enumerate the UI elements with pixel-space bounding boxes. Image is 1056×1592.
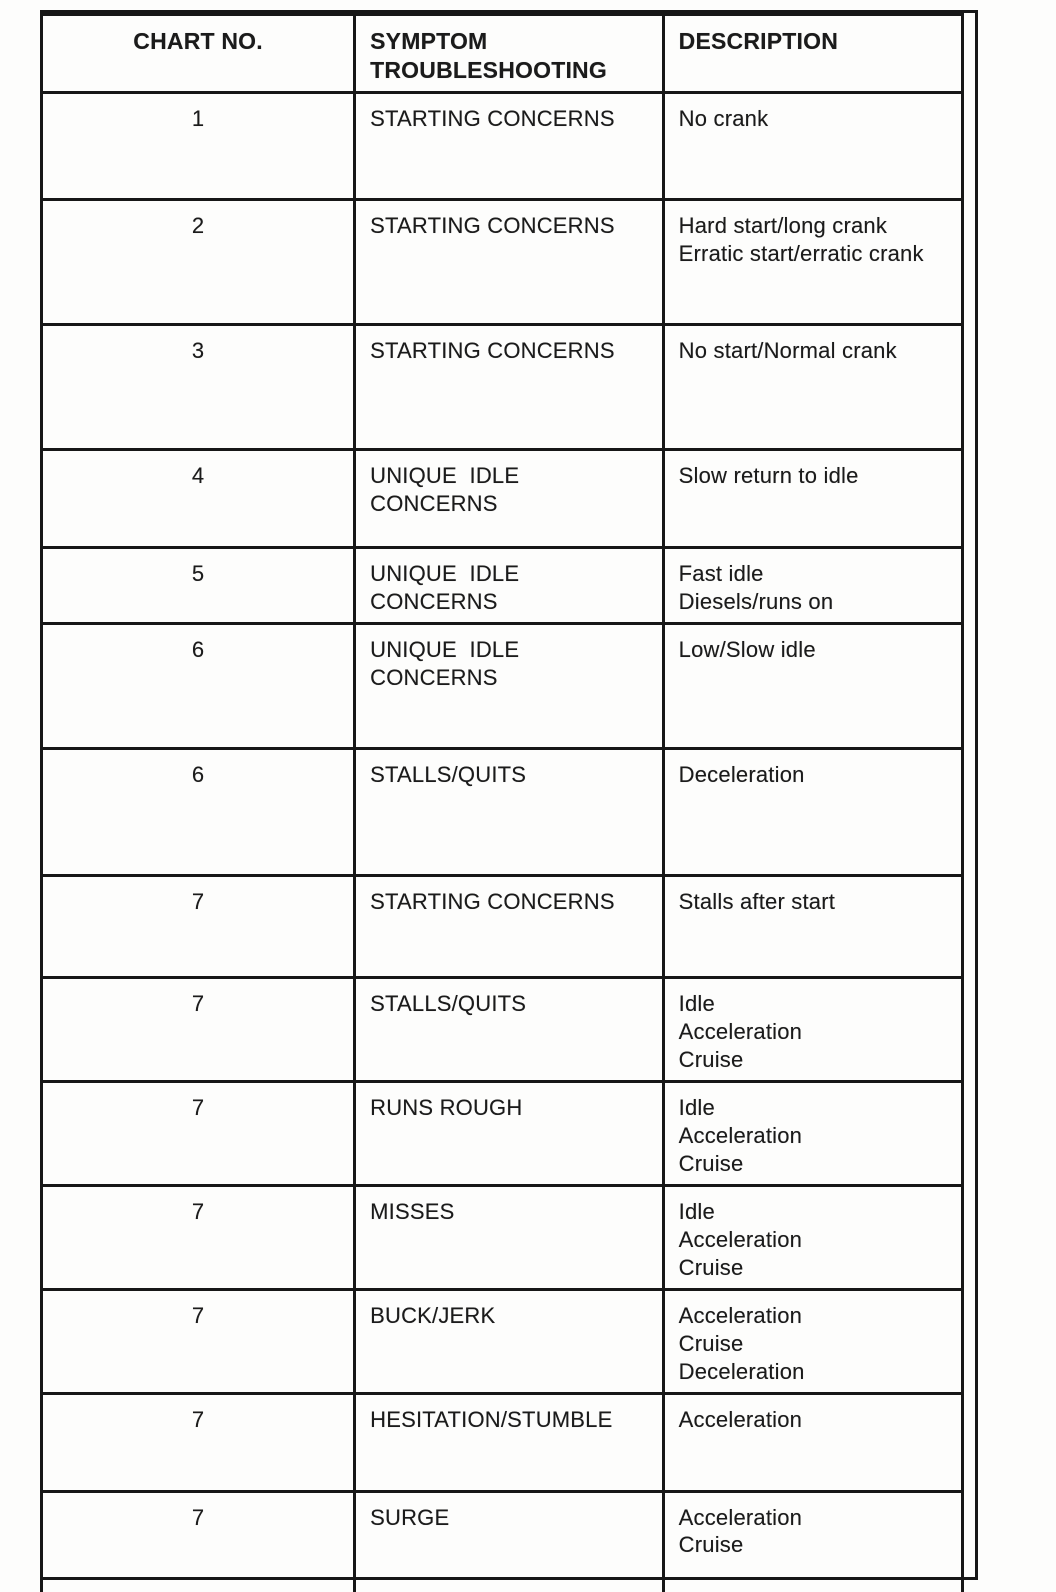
symptom-cell <box>355 624 664 749</box>
col-header-symptom <box>355 15 664 93</box>
description-cell <box>663 450 962 548</box>
text-line: UNIQUE IDLE <box>370 463 520 489</box>
symptom-cell <box>355 876 664 978</box>
text-line: Deceleration <box>678 762 805 788</box>
text-line: Cruise <box>678 1047 744 1073</box>
symptom-cell <box>355 1289 664 1393</box>
chart-no-cell <box>42 548 355 624</box>
symptom-cell <box>355 450 664 548</box>
text-line: Idle <box>678 1095 715 1121</box>
text-line: 1 <box>191 106 205 132</box>
description-cell <box>663 1185 962 1289</box>
table-row <box>42 93 963 200</box>
chart-no-cell <box>42 749 355 876</box>
chart-no-cell <box>42 1185 355 1289</box>
description-cell <box>663 1082 962 1186</box>
symptom-cell <box>355 1491 664 1592</box>
text-line: 7 <box>191 991 205 1017</box>
text-line: CONCERNS <box>370 589 498 615</box>
text-line: Cruise <box>678 1150 744 1176</box>
symptom-cell <box>355 200 664 325</box>
symptom-cell <box>355 749 664 876</box>
text-line: Acceleration <box>678 1019 803 1045</box>
symptom-cell <box>355 325 664 450</box>
text-line: HESITATION/STUMBLE <box>370 1406 613 1432</box>
description-cell <box>663 624 962 749</box>
col-header-description <box>663 15 962 93</box>
text-line: Idle <box>678 991 715 1017</box>
text-line: Slow return to idle <box>678 463 859 489</box>
text-line: MISSES <box>370 1198 455 1224</box>
text-line: 6 <box>191 637 205 663</box>
chart-no-cell <box>42 325 355 450</box>
symptom-cell <box>355 1082 664 1186</box>
text-line: STARTING CONCERNS <box>370 889 615 915</box>
header-row <box>42 15 963 93</box>
chart-no-cell <box>42 624 355 749</box>
text-line: RUNS ROUGH <box>370 1095 523 1121</box>
description-cell <box>663 93 962 200</box>
table-row <box>42 1289 963 1393</box>
chart-no-cell <box>42 1289 355 1393</box>
chart-no-cell <box>42 93 355 200</box>
chart-no-cell <box>42 200 355 325</box>
text-line: 7 <box>191 1198 205 1224</box>
table-row <box>42 978 963 1082</box>
table-row <box>42 749 963 876</box>
text-line: Acceleration <box>678 1504 803 1530</box>
description-cell <box>663 749 962 876</box>
text-line: UNIQUE IDLE <box>370 561 520 587</box>
text-line: Fast idle <box>678 561 764 587</box>
table-row <box>42 450 963 548</box>
chart-no-cell <box>42 1082 355 1186</box>
description-cell <box>663 1393 962 1491</box>
text-line: Cruise <box>678 1254 744 1280</box>
chart-no-cell <box>42 876 355 978</box>
table-frame <box>40 10 978 1580</box>
text-line: STALLS/QUITS <box>370 762 527 788</box>
text-line: Low/Slow idle <box>678 637 816 663</box>
symptom-cell <box>355 1393 664 1491</box>
chart-no-cell <box>42 1393 355 1491</box>
symptom-cell <box>355 93 664 200</box>
chart-no-cell <box>42 1491 355 1592</box>
text-line: STALLS/QUITS <box>370 991 527 1017</box>
text-line: BUCK/JERK <box>370 1302 496 1328</box>
symptom-cell <box>355 1185 664 1289</box>
symptom-cell <box>355 978 664 1082</box>
table-row <box>42 1185 963 1289</box>
description-cell <box>663 1491 962 1592</box>
table-row <box>42 624 963 749</box>
table-row <box>42 1393 963 1491</box>
text-line: STARTING CONCERNS <box>370 213 615 239</box>
description-cell <box>663 876 962 978</box>
text-line: TROUBLESHOOTING <box>370 57 607 84</box>
text-line: Acceleration <box>678 1226 803 1252</box>
text-line: 7 <box>191 1504 205 1530</box>
description-cell <box>663 978 962 1082</box>
text-line: 2 <box>191 213 205 239</box>
table-row <box>42 876 963 978</box>
chart-no-cell <box>42 450 355 548</box>
col-header-chart-no <box>42 15 355 93</box>
text-line: Acceleration <box>678 1406 803 1432</box>
text-line: Cruise <box>678 1330 744 1356</box>
text-line: 7 <box>191 1406 205 1432</box>
text-line: UNIQUE IDLE <box>370 637 520 663</box>
symptom-cell <box>355 548 664 624</box>
text-line: 6 <box>191 762 205 788</box>
description-cell <box>663 548 962 624</box>
description-cell <box>663 1289 962 1393</box>
text-line: CONCERNS <box>370 491 498 517</box>
text-line: SYMPTOM <box>370 28 488 54</box>
table-row <box>42 200 963 325</box>
text-line: 5 <box>191 561 205 587</box>
text-line: STARTING CONCERNS <box>370 338 615 364</box>
text-line: 7 <box>191 1302 205 1328</box>
text-line: Acceleration <box>678 1123 803 1149</box>
chart-no-cell <box>42 978 355 1082</box>
text-line: CONCERNS <box>370 665 498 691</box>
table-row <box>42 1082 963 1186</box>
text-line: No crank <box>678 106 769 132</box>
text-line: No start/Normal crank <box>678 338 897 364</box>
description-cell <box>663 325 962 450</box>
table-row <box>42 325 963 450</box>
text-line: Acceleration <box>678 1302 803 1328</box>
text-line: 3 <box>191 338 205 364</box>
text-line: 4 <box>191 463 205 489</box>
text-line: Cruise <box>678 1532 744 1558</box>
text-line: 7 <box>191 1095 205 1121</box>
text-line: SURGE <box>370 1504 450 1530</box>
text-line: DESCRIPTION <box>678 28 839 54</box>
text-line: Hard start/long crank <box>678 213 888 239</box>
chart-index-table <box>40 13 964 1592</box>
text-line: Idle <box>678 1198 715 1224</box>
text-line: Deceleration <box>678 1358 805 1384</box>
text-line: STARTING CONCERNS <box>370 106 615 132</box>
table-row <box>42 548 963 624</box>
text-line: 7 <box>191 889 205 915</box>
description-cell <box>663 200 962 325</box>
table-body <box>42 93 963 1592</box>
text-line: CHART NO. <box>133 28 263 54</box>
text-line: Erratic start/erratic crank <box>678 241 924 267</box>
table-row <box>42 1491 963 1592</box>
text-line: Diesels/runs on <box>678 589 834 615</box>
text-line: Stalls after start <box>678 889 836 915</box>
